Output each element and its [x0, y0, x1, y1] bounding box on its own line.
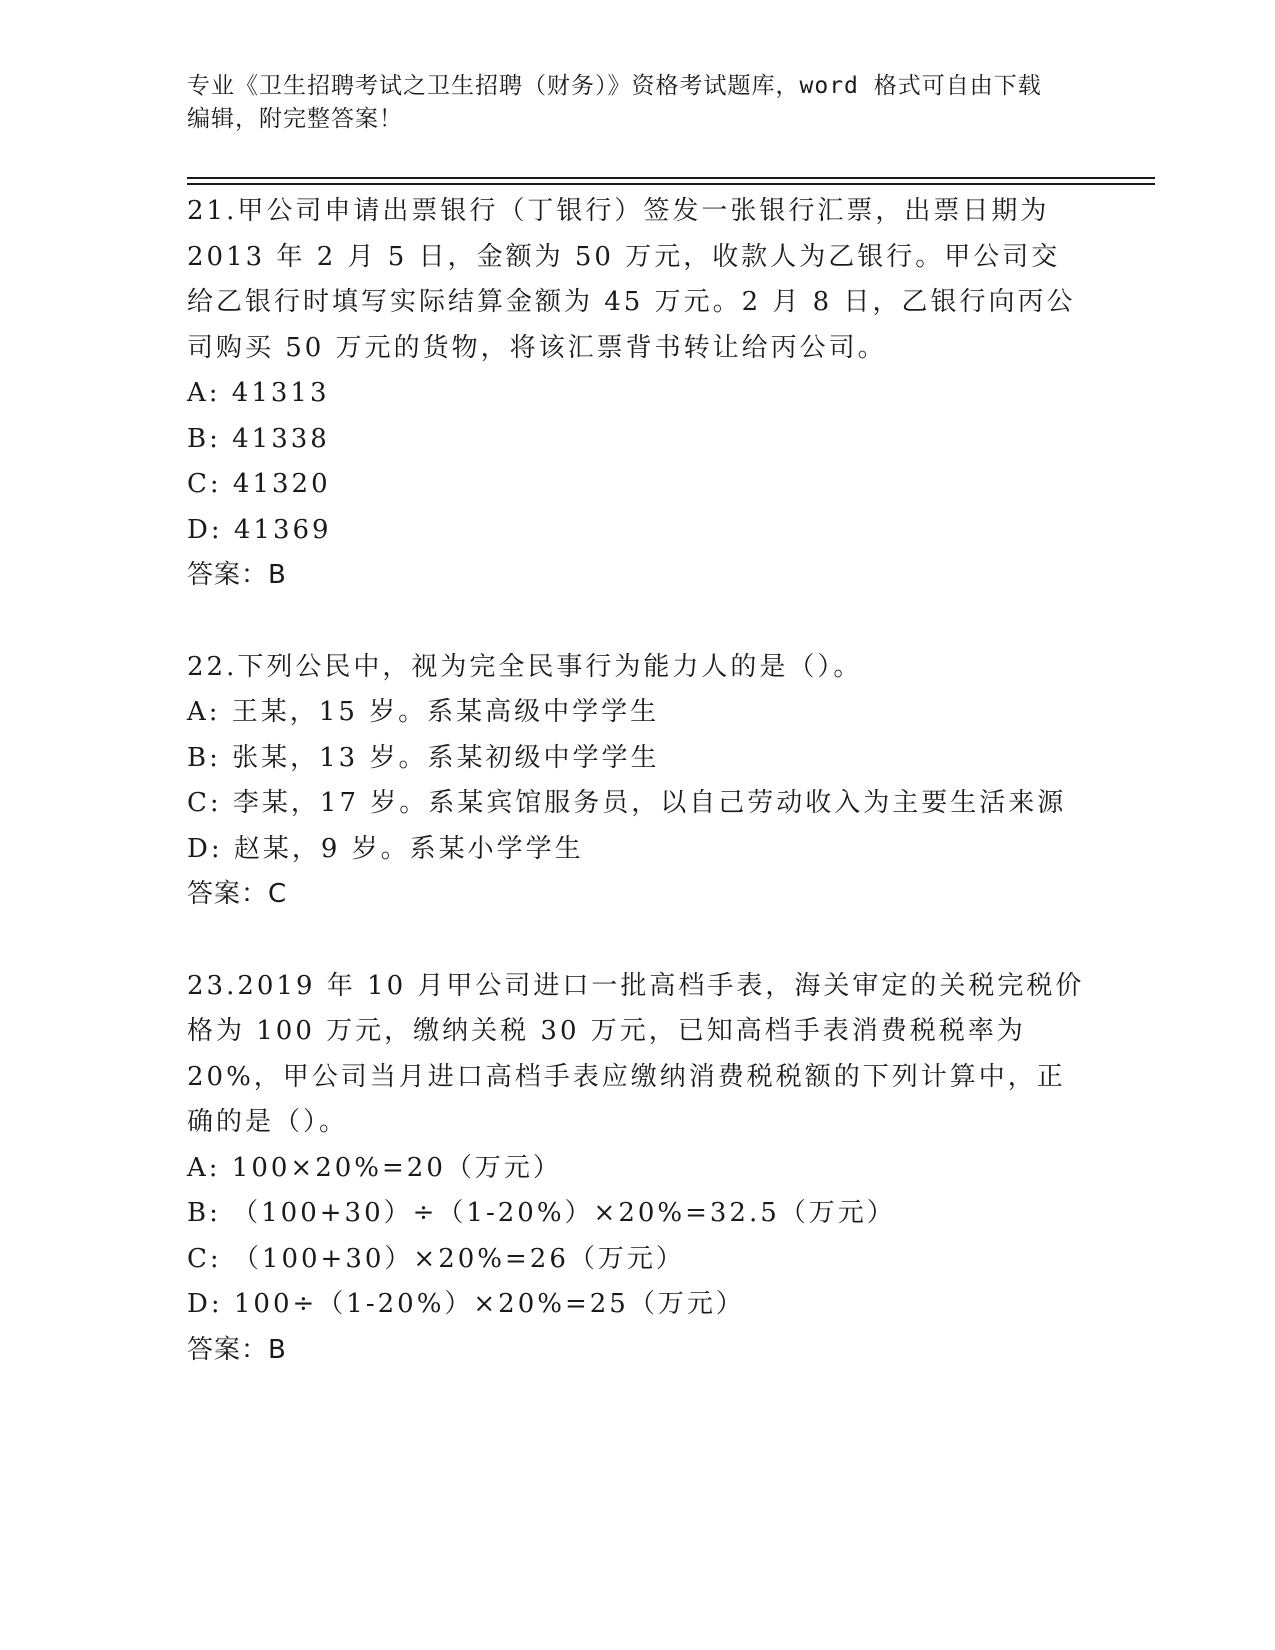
option-c: C: 41320 — [187, 469, 331, 499]
option-b: B: （100+30）÷（1-20%）×20%=32.5（万元） — [187, 1198, 896, 1228]
option-c: C: （100+30）×20%=26（万元） — [187, 1243, 685, 1274]
question-text: 21.甲公司申请出票银行（丁银行）签发一张银行汇票，出票日期为 2013 年 2 月 5 日，金额为 50 万元，收款人为乙银行。甲公司交给乙银行时填写实际结算金额为 45 万元。2 月 8 日，乙银行向丙公司购买 50 万元的货物，将该汇票背书转让给丙公司。 — [187, 196, 1076, 363]
question-text: 22.下列公民中，视为完全民事行为能力人的是（）。 — [187, 651, 863, 682]
answer: 答案：B — [187, 560, 287, 590]
header-line-2: 编辑，附完整答案！ — [187, 106, 403, 132]
header-divider-bottom — [187, 183, 1155, 185]
question-22 — [187, 645, 1087, 918]
question-list — [187, 189, 1087, 1419]
option-d: D: 41369 — [187, 514, 332, 545]
option-a: A: 41313 — [187, 378, 330, 408]
option-a: A: 100×20%=20（万元） — [187, 1152, 562, 1183]
header-line-1: 专业《卫生招聘考试之卫生招聘（财务）》资格考试题库，word 格式可自由下载 — [187, 73, 1042, 99]
option-b: B: 张某，13 岁。系某初级中学学生 — [187, 742, 660, 773]
answer: 答案：C — [187, 879, 288, 909]
option-b: B: 41338 — [187, 423, 330, 454]
option-d: D: 100÷（1-20%）×20%=25（万元） — [187, 1289, 745, 1319]
question-text: 23.2019 年 10 月甲公司进口一批高档手表，海关审定的关税完税价格为 100 万元，缴纳关税 30 万元，已知高档手表消费税税率为 20%，甲公司当月进口高档手表应缴纳消费税税额的下列计算中，正确的是（）。 — [187, 970, 1085, 1137]
answer: 答案：B — [187, 1334, 287, 1365]
question-21 — [187, 189, 1087, 599]
option-d: D: 赵某，9 岁。系某小学学生 — [187, 833, 584, 864]
question-23 — [187, 964, 1087, 1374]
option-a: A: 王某，15 岁。系某高级中学学生 — [187, 697, 660, 727]
option-c: C: 李某，17 岁。系某宾馆服务员，以自己劳动收入为主要生活来源 — [187, 788, 1067, 818]
header-divider-top — [187, 177, 1155, 179]
document-header — [187, 70, 1087, 136]
